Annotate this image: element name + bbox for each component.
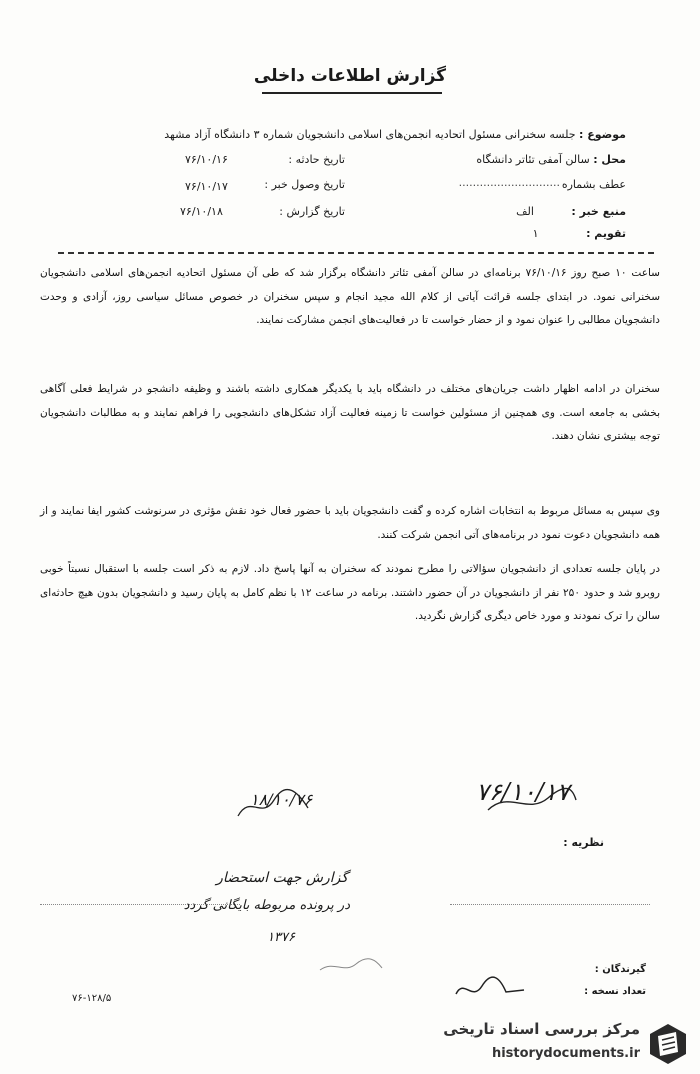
faint-signature-icon — [316, 956, 386, 976]
subject-row — [164, 128, 626, 141]
report-date-label: تاریخ گزارش : — [279, 205, 345, 218]
grade-value: ۱ — [532, 227, 539, 240]
copies-label: تعداد نسخه : — [584, 986, 646, 997]
grade-row — [533, 227, 626, 240]
receipt-date-label: تاریخ وصول خبر : — [264, 178, 345, 191]
grade-label: تقویم : — [586, 227, 626, 240]
title-underline — [262, 92, 442, 94]
faint-line-right — [450, 904, 650, 905]
receivers-label: گیرندگان : — [594, 964, 646, 975]
archive-logo-icon — [648, 1022, 688, 1066]
report-date-value: ۷۶/۱۰/۱۸ — [180, 205, 223, 218]
archive-watermark — [443, 1020, 692, 1070]
watermark-title: مرکز بررسی اسناد تاریخی — [443, 1020, 640, 1038]
receiver-signature-icon — [450, 972, 530, 1006]
header-divider — [58, 252, 654, 254]
incident-date-value: ۷۶/۱۰/۱۶ — [185, 153, 228, 166]
body-paragraph-2: سخنران در ادامه اظهار داشت جریان‌های مختلف در دانشگاه باید با یکدیگر همکاری داشته باشند و وظیفه دانشجو در شرایط فعلی آگاهی بخشی به جامعه است. وی همچنین از مسئولین خواست تا زمینه فعالیت آزاد تشکل‌های دانشجویی را فراهم نمایند و به مطالبات دانشجویان توجه بیشتری نشان دهند. — [40, 383, 660, 442]
source-label: منبع خبر : — [571, 205, 626, 218]
subject-value: جلسه سخنرانی مسئول اتحادیه انجمن‌های اسلامی دانشجویان شماره ۳ دانشگاه آزاد مشهد — [164, 128, 576, 141]
body-paragraph-3: وی سپس به مسائل مربوط به انتخابات اشاره کرده و گفت دانشجویان باید با حضور فعال خود نقش مؤثری در سرنوشت کشور ایفا نمایند و از همه دانشجویان دعوت نمود در برنامه‌های آتی انجمن شرکت کنند. — [40, 505, 660, 541]
place-label: محل : — [593, 153, 626, 166]
handwritten-note: گزارش جهت استحضار — [216, 870, 348, 886]
reference-number: ۷۶-۱۲۸/۵ — [72, 993, 112, 1004]
receiver-date: ۱۸/۱۰/۷۶ — [250, 790, 313, 809]
source-row — [516, 205, 626, 218]
attach-label: عطف بشماره — [561, 178, 626, 191]
source-value: الف — [516, 205, 534, 218]
faint-line-left — [40, 904, 240, 905]
place-value: سالن آمفی تئاتر دانشگاه — [476, 153, 590, 166]
document-title: گزارش اطلاعات داخلی — [253, 66, 447, 86]
receipt-date-value: ۷۶/۱۰/۱۷ — [185, 180, 228, 193]
place-row — [476, 153, 626, 166]
watermark-url: historydocuments.ir — [491, 1046, 640, 1061]
subject-label: موضوع : — [579, 128, 626, 141]
body-paragraph-1: ساعت ۱۰ صبح روز ۷۶/۱۰/۱۶ برنامه‌ای در سالن آمفی تئاتر دانشگاه برگزار شد که طی آن مسئول اتحادیه انجمن‌های اسلامی دانشجویان سخنرانی نمود. در ابتدای جلسه قرائت آیاتی از کلام الله مجید انجام و سپس سخنران در خصوص مسائل سیاسی روز، آزادی و وحدت دانشجویان مطالبی را عنوان نمود و از حضار خواست تا در فعالیت‌های انجمن مشارکت نمایند. — [40, 267, 660, 326]
handwritten-year: ۱۳۷۶ — [267, 930, 295, 945]
signature-stroke-icon — [478, 780, 578, 820]
attach-dots: ............................. — [458, 176, 560, 189]
initials-icon — [232, 786, 312, 826]
handwritten-note-2: در پرونده مربوطه بایگانی گردد — [183, 898, 350, 913]
signature-date: ۷۶/۱۰/۱۷ — [476, 778, 570, 806]
body-paragraph-4: در پایان جلسه تعدادی از دانشجویان سؤالاتی را مطرح نمودند که سخنران به آنها پاسخ داد. لازم به ذکر است جلسه با استقبال نسبتاً خوبی روبرو شد و حدود ۲۵۰ نفر از دانشجویان در آن حضور داشتند. برنامه در ساعت ۱۲ با نظم کامل به پایان رسید و دانشجویان بدون هیچ حادثه‌ای سالن را ترک نمودند و مورد خاص دیگری گزارش نگردید. — [40, 563, 660, 622]
note-label: نظریه : — [563, 836, 604, 849]
incident-date-label: تاریخ حادثه : — [288, 153, 345, 166]
